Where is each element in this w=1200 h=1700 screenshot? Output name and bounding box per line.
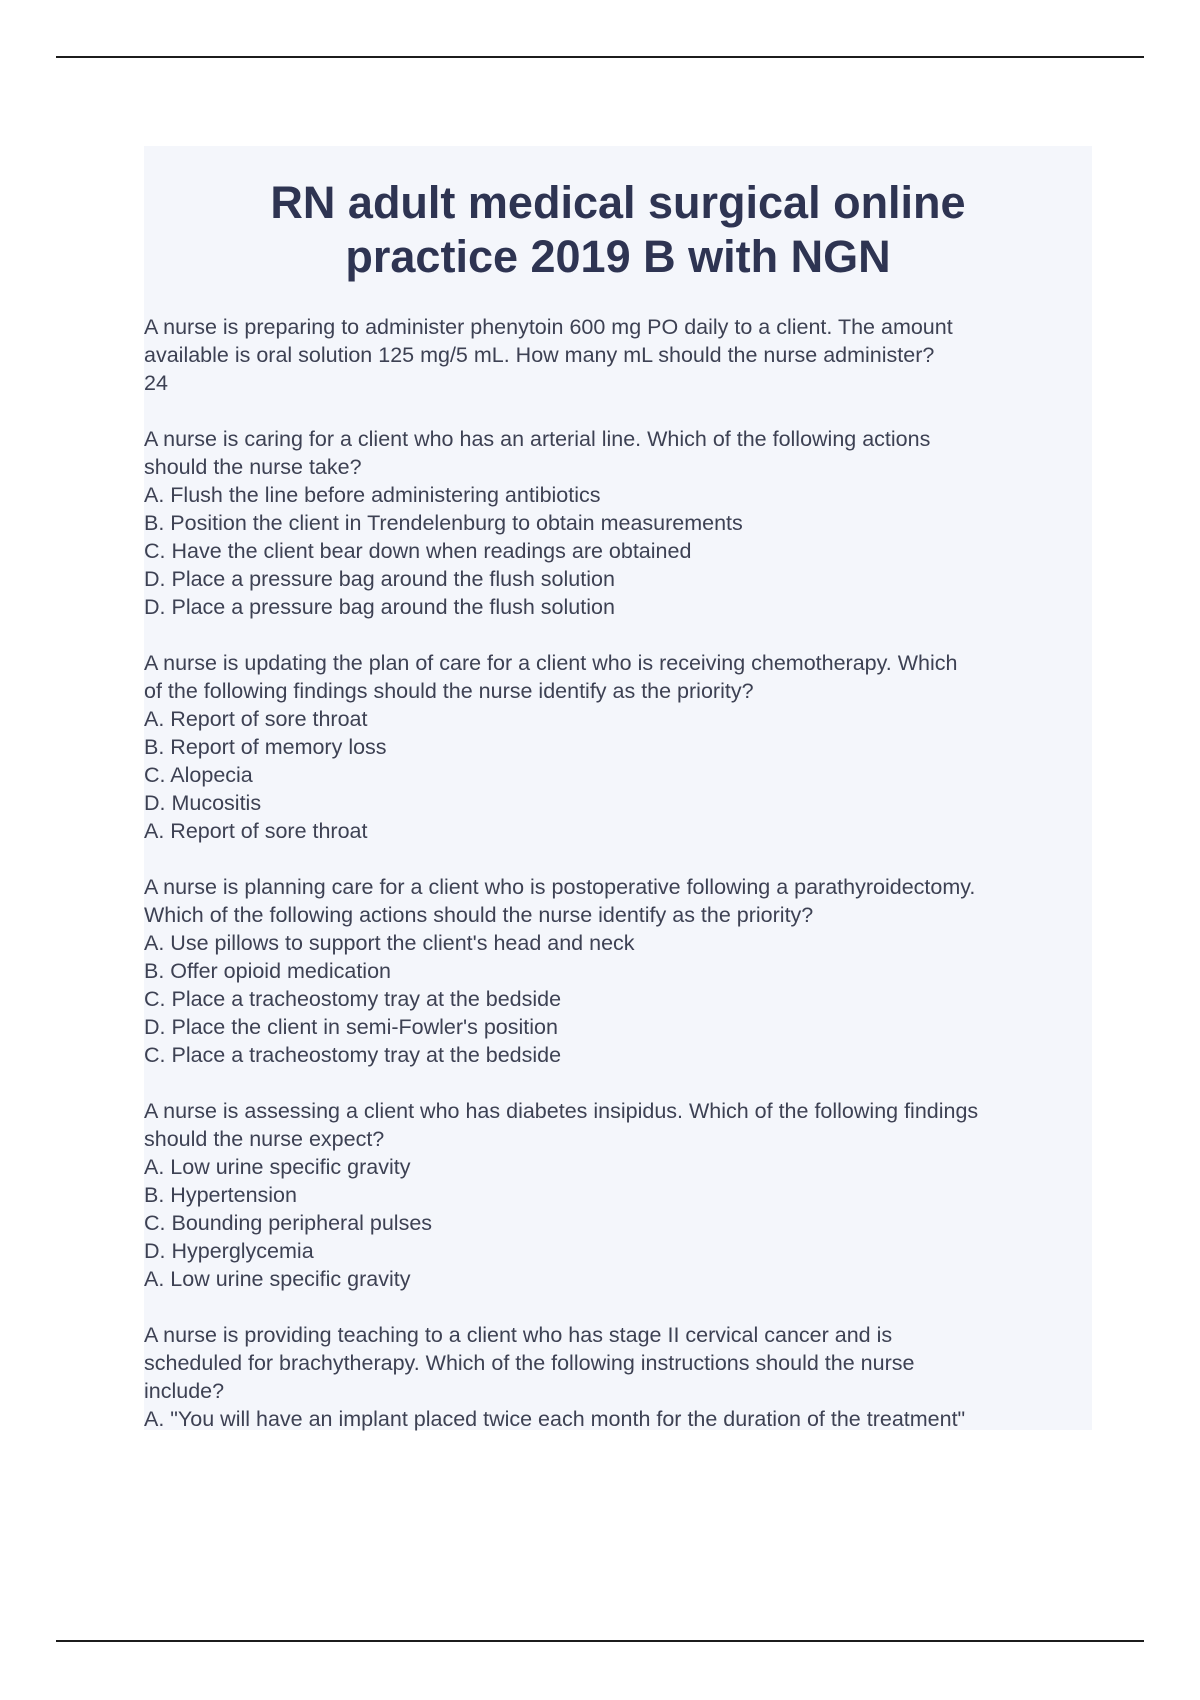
question-text-line: Which of the following actions should the nurse identify as the priority? <box>144 903 814 927</box>
option-line: C. Place a tracheostomy tray at the bedside <box>144 987 562 1011</box>
title-line-2: practice 2019 B with NGN <box>345 231 891 282</box>
option-line: C. Have the client bear down when readings are obtained <box>144 539 692 563</box>
question-4 <box>144 873 1092 1069</box>
document-content <box>144 146 1092 1430</box>
question-text-line: A nurse is planning care for a client who is postoperative following a parathyroidectomy. <box>144 875 976 899</box>
document-title <box>144 146 1092 284</box>
question-text-line: A nurse is providing teaching to a client who has stage II cervical cancer and is <box>144 1323 893 1347</box>
header-rule <box>56 56 1144 58</box>
question-3 <box>144 649 1092 845</box>
title-line-1: RN adult medical surgical online <box>270 177 966 228</box>
question-list <box>144 313 1092 1433</box>
option-line: B. Offer opioid medication <box>144 959 391 983</box>
option-line: D. Hyperglycemia <box>144 1239 314 1263</box>
option-line: B. Report of memory loss <box>144 735 387 759</box>
question-text-line: scheduled for brachytherapy. Which of the following instructions should the nurse <box>144 1351 915 1375</box>
question-text-line: should the nurse expect? <box>144 1127 385 1151</box>
answer-line: A. Low urine specific gravity <box>144 1267 411 1291</box>
option-line: D. Place the client in semi-Fowler's position <box>144 1015 558 1039</box>
option-line: C. Alopecia <box>144 763 253 787</box>
option-line: B. Hypertension <box>144 1183 297 1207</box>
answer-line: 24 <box>144 371 168 395</box>
footer-rule <box>56 1640 1144 1642</box>
question-text-line: available is oral solution 125 mg/5 mL. How many mL should the nurse administer? <box>144 343 935 367</box>
option-line: B. Position the client in Trendelenburg to obtain measurements <box>144 511 743 535</box>
question-2 <box>144 425 1092 621</box>
option-line: A. Report of sore throat <box>144 707 368 731</box>
question-5 <box>144 1097 1092 1293</box>
answer-line: D. Place a pressure bag around the flush solution <box>144 595 615 619</box>
option-line: A. Flush the line before administering antibiotics <box>144 483 601 507</box>
question-text-line: include? <box>144 1379 225 1403</box>
question-1 <box>144 313 1092 397</box>
question-text-line: A nurse is assessing a client who has diabetes insipidus. Which of the following findings <box>144 1099 979 1123</box>
option-line: A. Low urine specific gravity <box>144 1155 411 1179</box>
question-text-line: A nurse is caring for a client who has an arterial line. Which of the following actions <box>144 427 931 451</box>
question-6 <box>144 1321 1092 1433</box>
option-line: A. "You will have an implant placed twice each month for the duration of the treatment" <box>144 1407 966 1431</box>
option-line: A. Use pillows to support the client's head and neck <box>144 931 635 955</box>
option-line: C. Bounding peripheral pulses <box>144 1211 433 1235</box>
question-text-line: A nurse is preparing to administer phenytoin 600 mg PO daily to a client. The amount <box>144 315 953 339</box>
question-text-line: should the nurse take? <box>144 455 362 479</box>
option-line: D. Mucositis <box>144 791 262 815</box>
answer-line: A. Report of sore throat <box>144 819 368 843</box>
question-text-line: of the following findings should the nurse identify as the priority? <box>144 679 754 703</box>
option-line: D. Place a pressure bag around the flush solution <box>144 567 615 591</box>
question-text-line: A nurse is updating the plan of care for a client who is receiving chemotherapy. Which <box>144 651 958 675</box>
answer-line: C. Place a tracheostomy tray at the bedside <box>144 1043 562 1067</box>
